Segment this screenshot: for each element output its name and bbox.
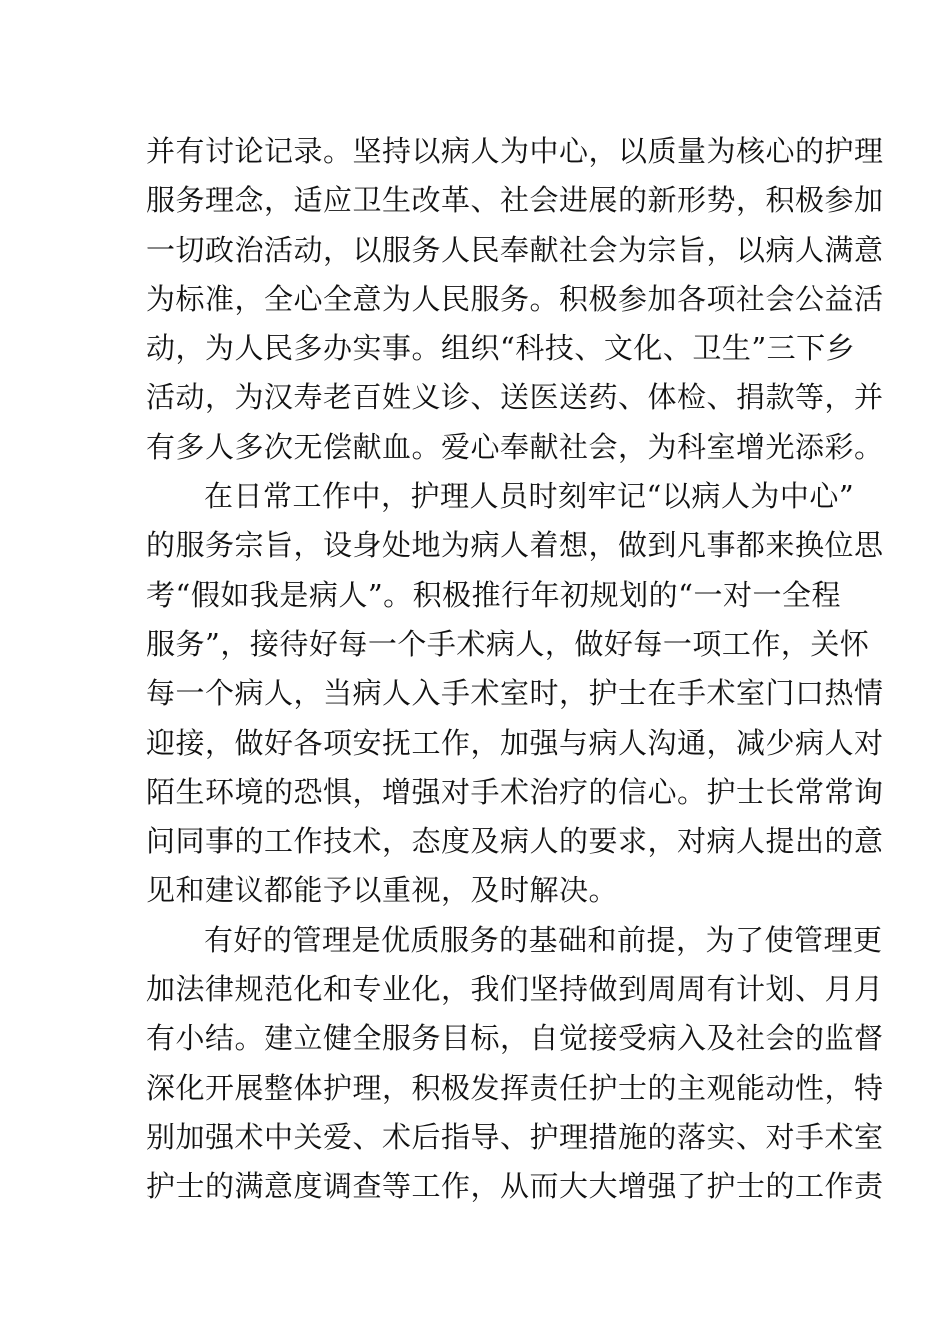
paragraph-3-line-1: 有好的管理是优质服务的基础和前提，为了使管理更 [204,922,883,957]
paragraph-1-line-7: 有多人多次无偿献血。爱心奉献社会，为科室增光添彩。 [146,429,884,464]
paragraph-2-line-3: 考“假如我是病人”。积极推行年初规划的“一对一全程 [146,577,841,612]
paragraph-1-line-3: 一切政治活动，以服务人民奉献社会为宗旨，以病人满意 [146,232,884,267]
paragraph-3-line-6: 护士的满意度调查等工作，从而大大增强了护士的工作责 [146,1169,884,1204]
paragraph-2-line-1: 在日常工作中，护理人员时刻牢记“以病人为中心” [204,479,855,514]
paragraph-1-line-5: 动，为人民多办实事。组织“科技、文化、卫生”三下乡 [146,331,856,366]
paragraph-2-line-7: 陌生环境的恐惧，增强对手术治疗的信心。护士长常常询 [146,774,884,809]
paragraph-3-line-3: 有小结。建立健全服务目标，自觉接受病入及社会的监督 [146,1021,884,1056]
paragraph-2-line-2: 的服务宗旨，设身处地为病人着想，做到凡事都来换位思 [146,528,884,563]
paragraph-3-line-4: 深化开展整体护理，积极发挥责任护士的主观能动性，特 [146,1070,884,1105]
paragraph-1-line-2: 服务理念，适应卫生改革、社会进展的新形势，积极参加 [146,183,884,218]
paragraph-3-line-5: 别加强术中关爱、术后指导、护理措施的落实、对手术室 [146,1119,884,1154]
paragraph-2-line-4: 服务”，接待好每一个手术病人，做好每一项工作，关怀 [146,626,870,661]
paragraph-2-line-5: 每一个病人，当病人入手术室时，护士在手术室门口热情 [146,676,884,711]
paragraph-2-line-9: 见和建议都能予以重视，及时解决。 [146,873,619,908]
paragraph-2-line-6: 迎接，做好各项安抚工作，加强与病人沟通，减少病人对 [146,725,884,760]
paragraph-1-line-1: 并有讨论记录。坚持以病人为中心，以质量为核心的护理 [146,134,884,168]
paragraph-2-line-8: 问同事的工作技术，态度及病人的要求，对病人提出的意 [146,824,884,859]
paragraph-1-line-4: 为标准，全心全意为人民服务。积极参加各项社会公益活 [146,281,884,316]
paragraph-1-line-6: 活动，为汉寿老百姓义诊、送医送药、体检、捐款等，并 [146,380,884,415]
body-text [146,127,884,1212]
paragraph-3-line-2: 加法律规范化和专业化，我们坚持做到周周有计划、月月 [146,972,884,1007]
